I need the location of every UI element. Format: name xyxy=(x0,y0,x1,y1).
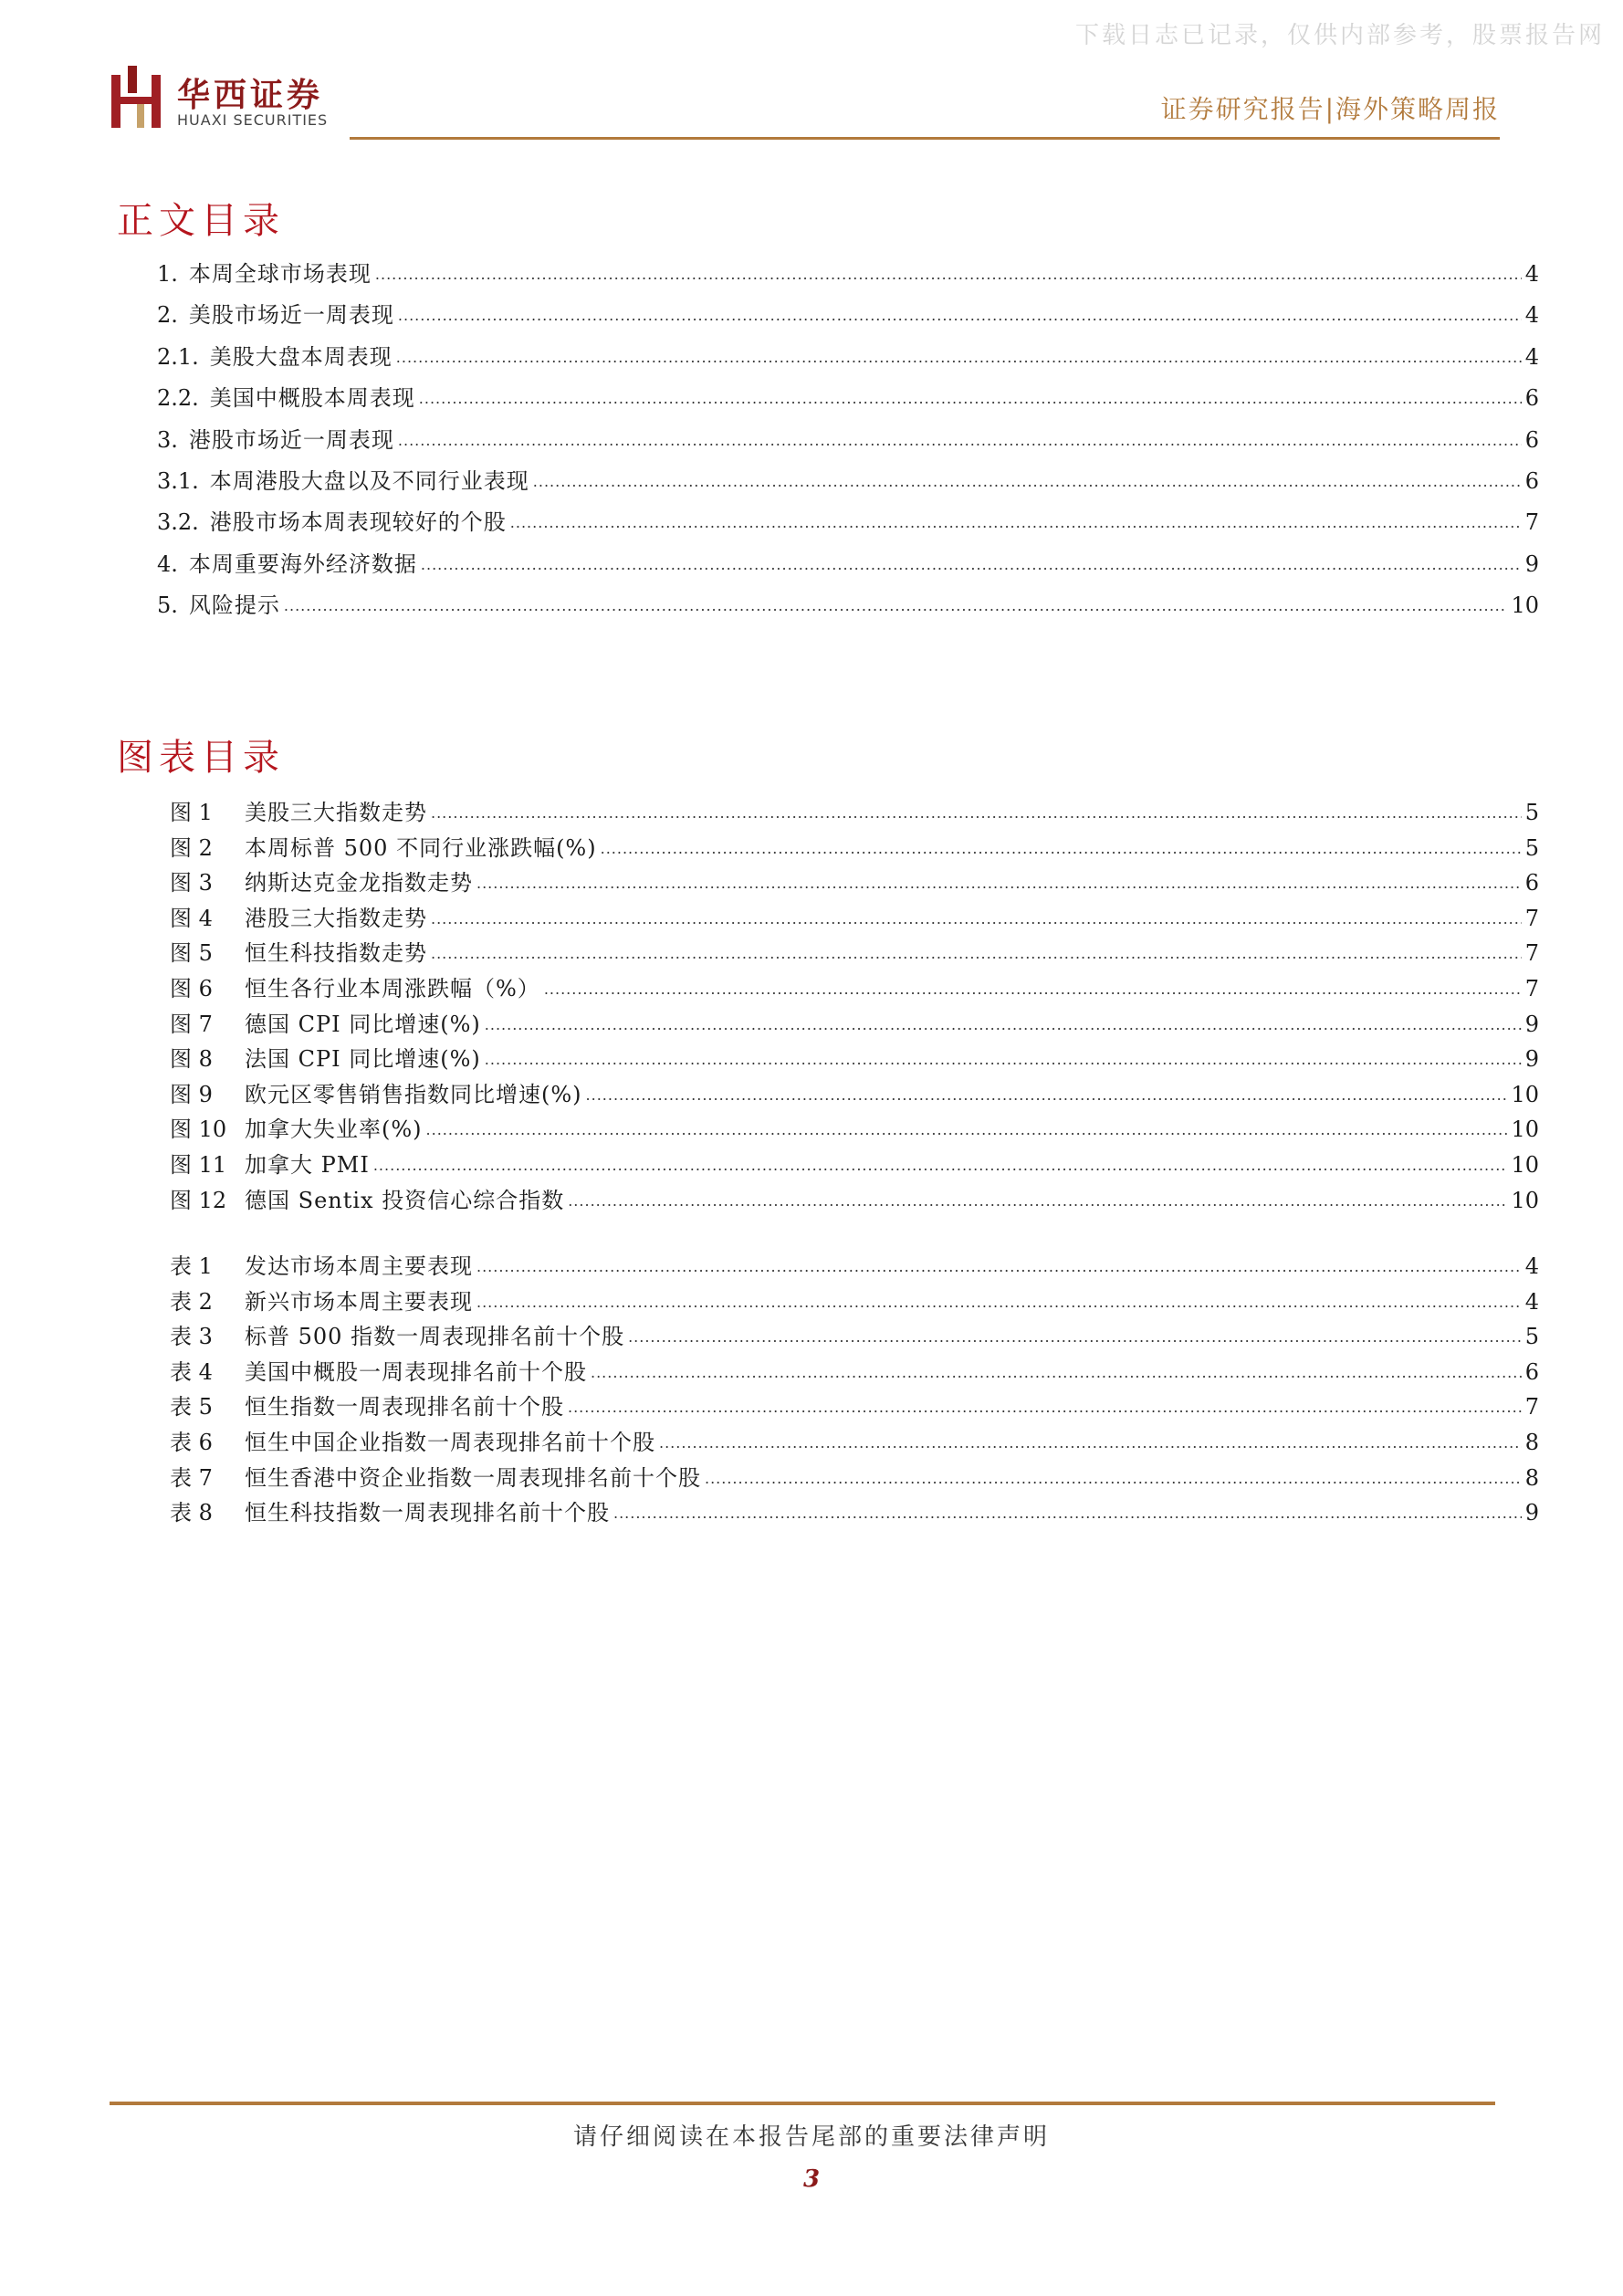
toc-entry[interactable] xyxy=(157,587,1539,628)
dot-leader xyxy=(586,1080,1508,1102)
entry-label: 美股市场近一周表现 xyxy=(188,302,394,329)
dot-leader xyxy=(544,974,1522,996)
huaxi-logo-icon xyxy=(110,66,162,130)
dot-leader xyxy=(431,904,1522,926)
entry-number: 3.1. xyxy=(157,467,199,494)
dot-leader xyxy=(421,550,1522,571)
figure-entry[interactable] xyxy=(170,970,1539,1006)
entry-page: 10 xyxy=(1511,592,1539,619)
table-entry[interactable] xyxy=(170,1354,1539,1389)
entry-page: 8 xyxy=(1524,1464,1539,1491)
entry-label: 新兴市场本周主要表现 xyxy=(245,1288,473,1315)
entry-page: 9 xyxy=(1524,1011,1539,1037)
dot-leader xyxy=(398,300,1522,322)
figure-entry[interactable] xyxy=(170,935,1539,970)
entry-page: 7 xyxy=(1524,509,1539,536)
dot-leader xyxy=(398,425,1522,447)
dot-leader xyxy=(431,798,1522,820)
logo-english-name: HUAXI SECURITIES xyxy=(177,111,329,129)
dot-leader xyxy=(396,342,1522,364)
page-number: 3 xyxy=(802,2165,821,2193)
table-entry[interactable] xyxy=(170,1284,1539,1319)
entry-number: 表 3 xyxy=(170,1324,213,1350)
entry-number: 2. xyxy=(157,302,178,329)
entry-page: 7 xyxy=(1524,940,1539,967)
entry-number: 图 11 xyxy=(170,1151,227,1178)
entry-number: 4. xyxy=(157,550,178,577)
entry-number: 2.2. xyxy=(157,385,199,412)
dot-leader xyxy=(705,1463,1522,1485)
toc-entry[interactable] xyxy=(157,422,1539,463)
entry-page: 10 xyxy=(1511,1081,1539,1107)
entry-page: 4 xyxy=(1524,343,1539,370)
figures-title: 图表目录 xyxy=(117,737,285,779)
dot-leader xyxy=(591,1358,1522,1379)
entry-label: 美国中概股一周表现排名前十个股 xyxy=(245,1358,587,1385)
figure-entry[interactable] xyxy=(170,865,1539,900)
entry-number: 表 7 xyxy=(170,1464,213,1491)
dot-leader xyxy=(284,591,1508,613)
dot-leader xyxy=(533,467,1522,488)
figure-entry[interactable] xyxy=(170,900,1539,936)
toc-entry[interactable] xyxy=(157,256,1539,297)
figure-entry[interactable] xyxy=(170,1182,1539,1218)
entry-page: 4 xyxy=(1524,261,1539,287)
entry-label: 加拿大失业率(%) xyxy=(245,1117,423,1143)
entry-label: 发达市场本周主要表现 xyxy=(245,1253,473,1279)
entry-number: 表 1 xyxy=(170,1253,213,1279)
dot-leader xyxy=(431,938,1522,960)
entry-number: 图 6 xyxy=(170,975,213,1001)
entry-page: 4 xyxy=(1524,302,1539,329)
figure-entry[interactable] xyxy=(170,794,1539,830)
dot-leader xyxy=(568,1186,1507,1208)
dot-leader xyxy=(373,1150,1508,1172)
header-divider xyxy=(350,137,1500,140)
figure-entry[interactable] xyxy=(170,1147,1539,1182)
figure-entry[interactable] xyxy=(170,830,1539,865)
table-entry[interactable] xyxy=(170,1424,1539,1460)
entry-page: 6 xyxy=(1524,870,1539,896)
entry-page: 6 xyxy=(1524,1358,1539,1385)
dot-leader xyxy=(375,259,1522,281)
entry-number: 3.2. xyxy=(157,509,199,536)
entry-label: 本周全球市场表现 xyxy=(188,261,372,287)
toc-entry[interactable] xyxy=(157,546,1539,587)
entry-number: 表 2 xyxy=(170,1288,213,1315)
entry-page: 10 xyxy=(1511,1117,1539,1143)
figure-entry[interactable] xyxy=(170,1006,1539,1042)
dot-leader xyxy=(485,1044,1522,1066)
figure-entry[interactable] xyxy=(170,1041,1539,1076)
entry-label: 本周标普 500 不同行业涨跌幅(%) xyxy=(245,834,597,861)
toc-list xyxy=(157,256,1539,629)
legal-notice: 请仔细阅读在本报告尾部的重要法律声明 xyxy=(572,2123,1050,2151)
entry-number: 图 10 xyxy=(170,1117,227,1143)
toc-entry[interactable] xyxy=(157,339,1539,380)
entry-number: 2.1. xyxy=(157,343,199,370)
entry-page: 5 xyxy=(1524,800,1539,825)
entry-label: 德国 Sentix 投资信心综合指数 xyxy=(245,1187,565,1213)
entry-page: 10 xyxy=(1511,1151,1539,1178)
entry-label: 恒生指数一周表现排名前十个股 xyxy=(245,1394,564,1421)
table-entry[interactable] xyxy=(170,1460,1539,1495)
entry-label: 美股大盘本周表现 xyxy=(209,343,393,370)
entry-label: 恒生科技指数走势 xyxy=(245,940,427,967)
logo-chinese-name: 华西证券 xyxy=(177,77,324,114)
entry-number: 表 8 xyxy=(170,1500,213,1526)
dot-leader xyxy=(613,1498,1522,1520)
entry-page: 5 xyxy=(1524,834,1539,861)
entry-page: 7 xyxy=(1524,1394,1539,1421)
entry-label: 德国 CPI 同比增速(%) xyxy=(245,1011,481,1037)
entry-page: 9 xyxy=(1524,550,1539,577)
entry-page: 7 xyxy=(1524,905,1539,931)
table-entry[interactable] xyxy=(170,1494,1539,1530)
entry-label: 恒生香港中资企业指数一周表现排名前十个股 xyxy=(245,1464,701,1491)
entry-number: 图 1 xyxy=(170,800,213,825)
entry-label: 美股三大指数走势 xyxy=(245,800,427,825)
entry-number: 图 3 xyxy=(170,870,213,896)
entry-label: 本周港股大盘以及不同行业表现 xyxy=(209,467,529,494)
entry-number: 表 5 xyxy=(170,1394,213,1421)
toc-entry[interactable] xyxy=(157,463,1539,504)
dot-leader xyxy=(476,868,1522,890)
entry-page: 5 xyxy=(1524,1324,1539,1350)
dot-leader xyxy=(510,508,1522,529)
entry-label: 风险提示 xyxy=(188,592,280,619)
entry-label: 恒生科技指数一周表现排名前十个股 xyxy=(245,1500,610,1526)
entry-page: 6 xyxy=(1524,385,1539,412)
entry-number: 图 7 xyxy=(170,1011,213,1037)
table-entry[interactable] xyxy=(170,1389,1539,1424)
entry-number: 3. xyxy=(157,426,178,453)
entry-page: 4 xyxy=(1524,1288,1539,1315)
entry-number: 1. xyxy=(157,261,178,287)
entry-page: 6 xyxy=(1524,426,1539,453)
entry-page: 7 xyxy=(1524,975,1539,1001)
entry-page: 6 xyxy=(1524,467,1539,494)
dot-leader xyxy=(601,833,1522,855)
toc-entry[interactable] xyxy=(157,380,1539,421)
table-entry[interactable] xyxy=(170,1318,1539,1354)
entry-number: 表 4 xyxy=(170,1358,213,1385)
entry-page: 10 xyxy=(1511,1187,1539,1213)
entry-number: 图 4 xyxy=(170,905,213,931)
entry-number: 5. xyxy=(157,592,178,619)
dot-leader xyxy=(476,1252,1522,1274)
figures-list xyxy=(170,794,1539,1217)
dot-leader xyxy=(568,1392,1522,1414)
huaxi-logo xyxy=(110,66,347,139)
entry-label: 港股市场本周表现较好的个股 xyxy=(209,509,507,536)
toc-title: 正文目录 xyxy=(117,200,285,242)
entry-page: 9 xyxy=(1524,1046,1539,1073)
dot-leader xyxy=(659,1428,1522,1450)
footer-divider xyxy=(110,2102,1495,2105)
entry-page: 9 xyxy=(1524,1500,1539,1526)
entry-label: 本周重要海外经济数据 xyxy=(188,550,417,577)
entry-label: 欧元区零售销售指数同比增速(%) xyxy=(245,1081,582,1107)
entry-label: 恒生各行业本周涨跌幅（%） xyxy=(245,975,540,1001)
entry-number: 图 12 xyxy=(170,1187,227,1213)
entry-number: 图 2 xyxy=(170,834,213,861)
entry-label: 港股市场近一周表现 xyxy=(188,426,394,453)
table-entry[interactable] xyxy=(170,1248,1539,1284)
entry-number: 图 9 xyxy=(170,1081,213,1107)
entry-number: 图 5 xyxy=(170,940,213,967)
entry-number: 表 6 xyxy=(170,1429,213,1455)
dot-leader xyxy=(426,1115,1508,1137)
entry-label: 加拿大 PMI xyxy=(245,1151,370,1178)
tables-list xyxy=(170,1248,1539,1530)
entry-page: 4 xyxy=(1524,1253,1539,1279)
dot-leader xyxy=(485,1010,1522,1032)
dot-leader xyxy=(419,383,1522,405)
report-type-title: 证券研究报告|海外策略周报 xyxy=(1160,94,1500,124)
watermark-text: 下载日志已记录，仅供内部参考，股票报告网 xyxy=(1074,22,1605,49)
entry-label: 纳斯达克金龙指数走势 xyxy=(245,870,473,896)
entry-number: 图 8 xyxy=(170,1046,213,1073)
entry-label: 港股三大指数走势 xyxy=(245,905,427,931)
entry-page: 8 xyxy=(1524,1429,1539,1455)
figure-entry[interactable] xyxy=(170,1111,1539,1147)
entry-label: 恒生中国企业指数一周表现排名前十个股 xyxy=(245,1429,655,1455)
toc-entry[interactable] xyxy=(157,297,1539,338)
dot-leader xyxy=(476,1287,1522,1309)
entry-label: 美国中概股本周表现 xyxy=(209,385,415,412)
entry-label: 法国 CPI 同比增速(%) xyxy=(245,1046,481,1073)
dot-leader xyxy=(628,1322,1522,1344)
entry-label: 标普 500 指数一周表现排名前十个股 xyxy=(245,1324,625,1350)
toc-entry[interactable] xyxy=(157,504,1539,545)
figure-entry[interactable] xyxy=(170,1076,1539,1112)
